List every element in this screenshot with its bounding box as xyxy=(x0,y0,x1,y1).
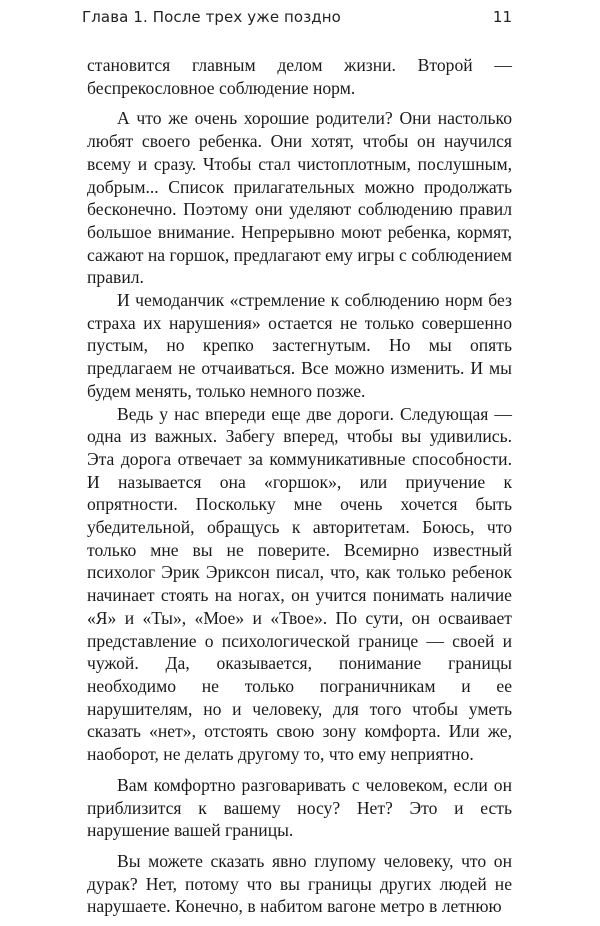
paragraph: Вы можете сказать явно глупому человеку, что он дурак? Нет, потому что вы границы других людей не нарушаете. Конечно, в набитом вагоне метро в летнюю xyxy=(87,850,512,917)
paragraph: становится главным делом жизни. Второй — беспрекословное соблюдение норм. xyxy=(87,55,512,98)
running-head-title: Глава 1. После трех уже поздно xyxy=(82,8,341,26)
page-number: 11 xyxy=(492,8,512,26)
paragraph: И чемоданчик «стремление к соблюдению норм без страха их нарушения» остается не только совершенно пустым, но крепко застегнутым. Но мы опять предлагаем не отчаиваться. Все можно изменить. И мы будем менять, только немного позже. xyxy=(87,290,512,401)
paragraph: Ведь у нас впереди еще две дороги. Следующая — одна из важных. Забегу вперед, чтобы вы удивились. Эта дорога отвечает за коммуникативные способности. И называется она «горшок», или приучение к опрятности. Поскольку мне очень хочется быть убедительной, обращусь к авторитетам. Боюсь, что только мне вы не поверите. Всемирно известный психолог Эрик Эриксон писал, что, как только ребенок начинает стоять на ногах, он учится понимать наличие «Я» и «Ты», «Мое» и «Твое». По сути, он осваивает представление о психологической границе — своей и чужой. Да, оказывается, понимание границы необходимо не только пограничникам и ее нарушителям, но и человеку, для того чтобы уметь сказать «нет», отстоять свою зону комфорта. Или же, наоборот, не делать другому то, что ему неприятно. xyxy=(87,403,512,765)
paragraph: Вам комфортно разговаривать с человеком, если он приблизится к вашему носу? Нет? Это и есть нарушение вашей границы. xyxy=(87,774,512,841)
body-text xyxy=(87,54,512,926)
paragraph: А что же очень хорошие родители? Они настолько любят своего ребенка. Они хотят, чтобы он научился всему и сразу. Чтобы стал чистоплотным, послушным, добрым... Список прилагательных можно продолжать бесконечно. Поэтому они уделяют соблюдению правил большое внимание. Непрерывно моют ребенка, кормят, сажают на горшок, предлагают ему игры с соблюдением правил. xyxy=(87,108,512,288)
